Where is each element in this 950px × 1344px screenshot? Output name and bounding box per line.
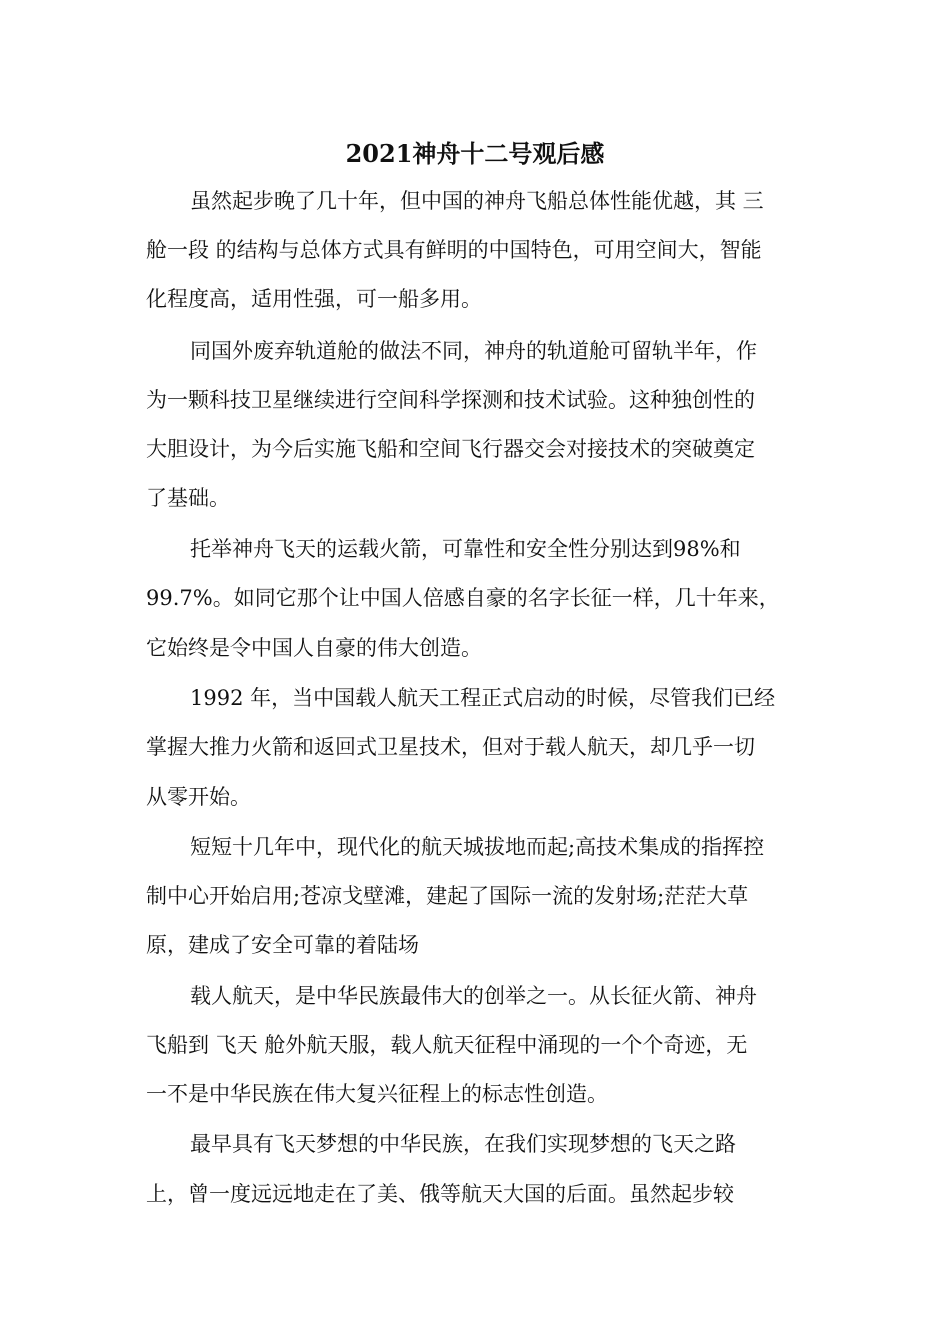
text-line: 掌握大推力火箭和返回式卫星技术，但对于载人航天，却几乎一切 — [146, 735, 755, 759]
text-line: 从零开始。 — [146, 785, 251, 809]
text-line: 上，曾一度远远地走在了美、俄等航天大国的后面。虽然起步较 — [146, 1182, 734, 1206]
text-line: 舱一段 的结构与总体方式具有鲜明的中国特色，可用空间大，智能 — [146, 238, 762, 262]
text-line: 虽然起步晚了几十年，但中国的神舟飞船总体性能优越，其 三 — [190, 189, 764, 213]
text-line: 托举神舟飞天的运载火箭，可靠性和安全性分别达到98%和 — [190, 537, 741, 561]
text-line: 同国外废弃轨道舱的做法不同，神舟的轨道舱可留轨半年，作 — [190, 339, 757, 363]
text-line: 99.7%。如同它那个让中国人倍感自豪的名字长征一样，几十年来， — [146, 586, 780, 610]
text-line: 它始终是令中国人自豪的伟大创造。 — [146, 636, 482, 660]
document-title: 2021神舟十二号观后感 — [345, 139, 605, 168]
text-line: 一不是中华民族在伟大复兴征程上的标志性创造。 — [146, 1082, 608, 1106]
text-line: 了基础。 — [146, 486, 230, 510]
text-line: 制中心开始启用;苍凉戈壁滩，建起了国际一流的发射场;茫茫大草 — [146, 884, 749, 908]
text-line: 最早具有飞天梦想的中华民族，在我们实现梦想的飞天之路 — [190, 1132, 736, 1156]
text-line: 短短十几年中，现代化的航天城拔地而起;高技术集成的指挥控 — [190, 835, 765, 859]
text-line: 载人航天，是中华民族最伟大的创举之一。从长征火箭、神舟 — [190, 984, 757, 1008]
text-line: 化程度高，适用性强，可一船多用。 — [146, 287, 482, 311]
text-line: 大胆设计，为今后实施飞船和空间飞行器交会对接技术的突破奠定 — [146, 437, 755, 461]
text-line: 原，建成了安全可靠的着陆场 — [146, 933, 419, 957]
text-line: 为一颗科技卫星继续进行空间科学探测和技术试验。这种独创性的 — [146, 388, 755, 412]
text-line: 飞船到 飞天 舱外航天服，载人航天征程中涌现的一个个奇迹，无 — [146, 1033, 748, 1057]
text-line: 1992 年，当中国载人航天工程正式启动的时候，尽管我们已经 — [190, 686, 776, 710]
